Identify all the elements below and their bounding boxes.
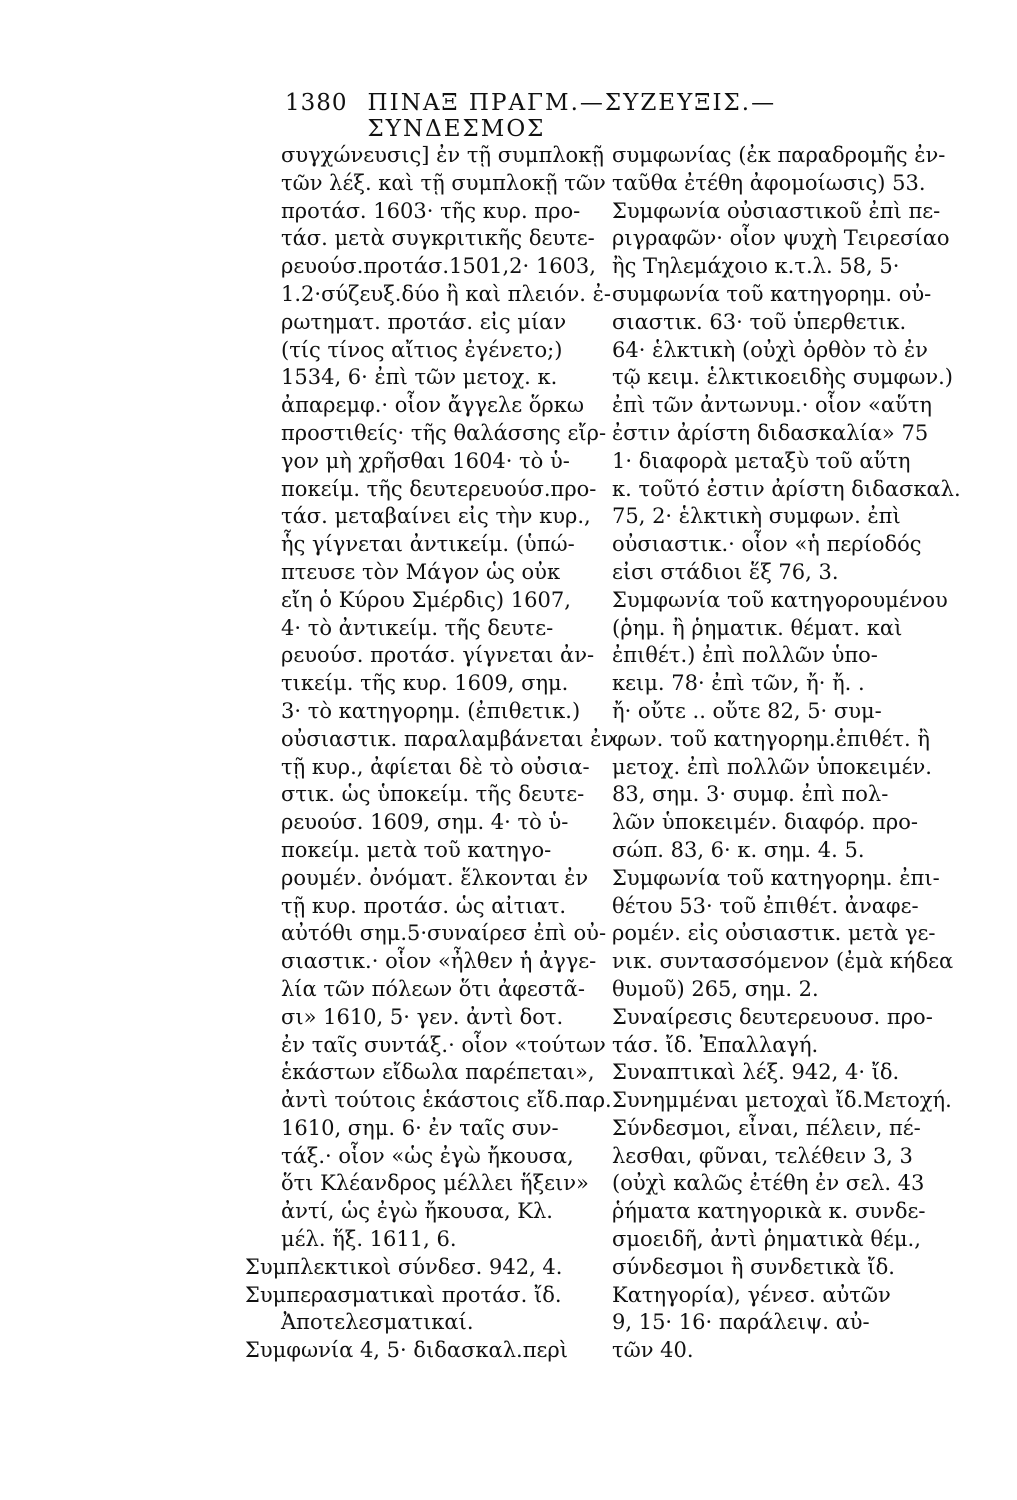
text-line: εἴη ὁ Κύρου Σμέρδις) 1607, — [281, 587, 571, 612]
text-line: ἧς γίγνεται ἀντικείμ. (ὑπώ- — [281, 532, 575, 557]
page-number: 1380 — [285, 90, 348, 116]
text-line: τῶν λέξ. καὶ τῇ συμπλοκῇ τῶν — [281, 170, 606, 195]
text-line: ἑκάστων εἴδωλα παρέπεται», — [281, 1060, 595, 1085]
text-line: νικ. συντασσόμενον (ἐμὰ κήδεα — [612, 949, 954, 974]
running-head: ΠΙΝΑΞ ΠΡΑΓΜ.—ΣΥΖΕΥΞΙΣ.—ΣΥΝΔΕΣΜΟΣ — [367, 90, 777, 142]
text-line: θυμοῦ) 265, σημ. 2. — [612, 976, 819, 1001]
text-line: 83, σημ. 3· συμφ. ἐπὶ πολ- — [612, 782, 889, 807]
text-line: συμφωνία τοῦ κατηγορημ. οὐ- — [612, 281, 932, 306]
text-line: κειμ. 78· ἐπὶ τῶν, ἤ· ἤ. . — [612, 671, 865, 696]
text-line: 1· διαφορὰ μεταξὺ τοῦ αὕτη — [612, 448, 911, 473]
text-line: τῷ κειμ. ἑλκτικοειδὴς συμφων.) — [612, 365, 953, 390]
text-line: Συμπερασματικαὶ προτάσ. ἴδ. — [245, 1282, 562, 1307]
text-line: Συναπτικαὶ λέξ. 942, 4· ἴδ. — [612, 1060, 900, 1085]
text-line: Σύνδεσμοι, εἶναι, πέλειν, πέ- — [612, 1115, 921, 1140]
text-line: 3· τὸ κατηγορημ. (ἐπιθετικ.) — [281, 698, 581, 723]
text-line: 4· τὸ ἀντικείμ. τῆς δευτε- — [281, 615, 554, 640]
text-line: λεσθαι, φῦναι, τελέθειν 3, 3 — [612, 1143, 913, 1168]
text-line: Συμφωνία 4, 5· διδασκαλ.περὶ — [245, 1338, 568, 1363]
text-line: ριγραφῶν· οἷον ψυχὴ Τειρεσίαο — [612, 226, 950, 251]
text-line: σιαστικ.· οἷον «ἦλθεν ἡ ἀγγε- — [281, 949, 597, 974]
text-line: μέλ. ἥξ. 1611, 6. — [281, 1227, 457, 1252]
text-line: μετοχ. ἐπὶ πολλῶν ὑποκειμέν. — [612, 754, 932, 779]
text-line: 75, 2· ἑλκτικὴ συμφων. ἐπὶ — [612, 504, 901, 529]
text-line: ρωτηματ. προτάσ. εἰς μίαν — [281, 309, 567, 334]
text-line: τῶν 40. — [612, 1338, 694, 1363]
text-line: 1534, 6· ἐπὶ τῶν μετοχ. κ. — [281, 365, 558, 390]
text-line: Ἀποτελεσματικαί. — [281, 1310, 474, 1335]
page-header — [285, 90, 905, 142]
text-line: Συμφωνία τοῦ κατηγορουμένου — [612, 587, 948, 612]
text-line: τάξ.· οἷον «ὡς ἐγὼ ἤκουσα, — [281, 1143, 574, 1168]
text-line: πτευσε τὸν Μάγον ὡς οὐκ — [281, 559, 561, 584]
text-line: σμοειδῆ, ἀντὶ ῥηματικὰ θέμ., — [612, 1227, 921, 1252]
text-line: προστιθείς· τῆς θαλάσσης εἴρ- — [281, 420, 607, 445]
text-line: ταῦθα ἐτέθη ἀφομοίωσις) 53. — [612, 170, 926, 195]
text-line: ποκείμ. μετὰ τοῦ κατηγο- — [281, 837, 552, 862]
text-line: ποκείμ. τῆς δευτερευούσ.προ- — [281, 476, 597, 501]
text-line: κ. τοῦτό ἐστιν ἀρίστη διδασκαλ. — [612, 476, 961, 501]
text-line: σι» 1610, 5· γεν. ἀντὶ δοτ. — [281, 1004, 564, 1029]
text-line: ἀπαρεμφ.· οἷον ἄγγελε ὅρκω — [281, 393, 584, 418]
text-line: ρευούσ. προτάσ. γίγνεται ἀν- — [281, 643, 595, 668]
text-line: Συμπλεκτικοὶ σύνδεσ. 942, 4. — [245, 1254, 563, 1279]
text-line: ἀντὶ τούτοις ἑκάστοις εἴδ.παρ. — [281, 1088, 612, 1113]
text-line: ἐπιθέτ.) ἐπὶ πολλῶν ὑπο- — [612, 643, 878, 668]
text-line: ἐστιν ἀρίστη διδασκαλία» 75 — [612, 420, 929, 445]
text-line: ρευούσ.προτάσ.1501,2· 1603, — [281, 254, 596, 279]
text-line: λῶν ὑποκειμέν. διαφόρ. προ- — [612, 810, 918, 835]
text-line: ἢς Τηλεμάχοιο κ.τ.λ. 58, 5· — [612, 254, 900, 279]
text-line: τῇ κυρ. προτάσ. ὡς αἰτιατ. — [281, 893, 567, 918]
text-line: 1.2·σύζευξ.δύο ἢ καὶ πλειόν. ἐ- — [281, 281, 611, 306]
text-line: (ῥημ. ἢ ῥηματικ. θέματ. καὶ — [612, 615, 903, 640]
text-line: Συναίρεσις δευτερευουσ. προ- — [612, 1004, 933, 1029]
text-line: ρουμέν. ὀνόματ. ἕλκονται ἐν — [281, 865, 589, 890]
text-line: Κατηγορία), γένεσ. αὐτῶν — [612, 1282, 891, 1307]
text-line: ἐν ταῖς συντάξ.· οἷον «τούτων — [281, 1032, 606, 1057]
text-line: 9, 15· 16· παράλειψ. αὐ- — [612, 1310, 870, 1335]
left-column — [245, 142, 615, 1365]
text-line: σύνδεσμοι ἢ συνδετικὰ ἴδ. — [612, 1254, 895, 1279]
right-column — [612, 142, 961, 1365]
text-line: τάσ. μετὰ συγκριτικῆς δευτε- — [281, 226, 595, 251]
text-line: ὅτι Κλέανδρος μέλλει ἥξειν» — [281, 1171, 589, 1196]
text-line: γον μὴ χρῆσθαι 1604· τὸ ὑ- — [281, 448, 570, 473]
text-line: οὐσιαστικ. παραλαμβάνεται ἐν — [281, 726, 615, 751]
text-line: ἀντί, ὡς ἐγὼ ἤκουσα, Κλ. — [281, 1199, 553, 1224]
text-line: (οὐχὶ καλῶς ἐτέθη ἐν σελ. 43 — [612, 1171, 925, 1196]
text-line: οὐσιαστικ.· οἷον «ἡ περίοδός — [612, 532, 922, 557]
text-line: 64· ἑλκτικὴ (οὐχὶ ὀρθὸν τὸ ἐν — [612, 337, 928, 362]
text-line: θέτου 53· τοῦ ἐπιθέτ. ἀναφε- — [612, 893, 919, 918]
text-line: εἰσι στάδιοι ἕξ 76, 3. — [612, 559, 839, 584]
text-line: σιαστικ. 63· τοῦ ὑπερθετικ. — [612, 309, 907, 334]
text-line: ἐπὶ τῶν ἀντωνυμ.· οἷον «αὕτη — [612, 393, 933, 418]
text-line: λία τῶν πόλεων ὅτι ἀφεστᾶ- — [281, 976, 585, 1001]
text-line: αὐτόθι σημ.5·συναίρεσ ἐπὶ οὐ- — [281, 921, 607, 946]
text-line: ἤ· οὔτε .. οὔτε 82, 5· συμ- — [612, 698, 882, 723]
text-line: προτάσ. 1603· τῆς κυρ. προ- — [281, 198, 581, 223]
text-line: τάσ. μεταβαίνει εἰς τὴν κυρ., — [281, 504, 591, 529]
text-line: τῇ κυρ., ἀφίεται δὲ τὸ οὐσια- — [281, 754, 590, 779]
text-line: στικ. ὡς ὑποκείμ. τῆς δευτε- — [281, 782, 585, 807]
text-line: (τίς τίνος αἴτιος ἐγένετο;) — [281, 337, 563, 362]
text-line: Συνημμέναι μετοχαὶ ἴδ.Μετοχή. — [612, 1088, 952, 1113]
text-line: συμφωνίας (ἐκ παραδρομῆς ἐν- — [612, 143, 946, 167]
text-line: τικείμ. τῆς κυρ. 1609, σημ. — [281, 671, 569, 696]
text-line: ρευούσ. 1609, σημ. 4· τὸ ὑ- — [281, 810, 569, 835]
text-line: ρομέν. εἰς οὐσιαστικ. μετὰ γε- — [612, 921, 936, 946]
text-line: 1610, σημ. 6· ἐν ταῖς συν- — [281, 1115, 559, 1140]
text-line: ῥήματα κατηγορικὰ κ. συνδε- — [612, 1199, 926, 1224]
text-line: σώπ. 83, 6· κ. σημ. 4. 5. — [612, 837, 865, 862]
text-line: συγχώνευσις] ἐν τῇ συμπλοκῇ — [281, 143, 604, 167]
text-line: Συμφωνία τοῦ κατηγορημ. ἐπι- — [612, 865, 940, 890]
text-line: τάσ. ἴδ. Ἐπαλλαγή. — [612, 1032, 819, 1057]
text-line: φων. τοῦ κατηγορημ.ἐπιθέτ. ἢ — [612, 726, 930, 751]
text-line: Συμφωνία οὐσιαστικοῦ ἐπὶ πε- — [612, 198, 941, 223]
